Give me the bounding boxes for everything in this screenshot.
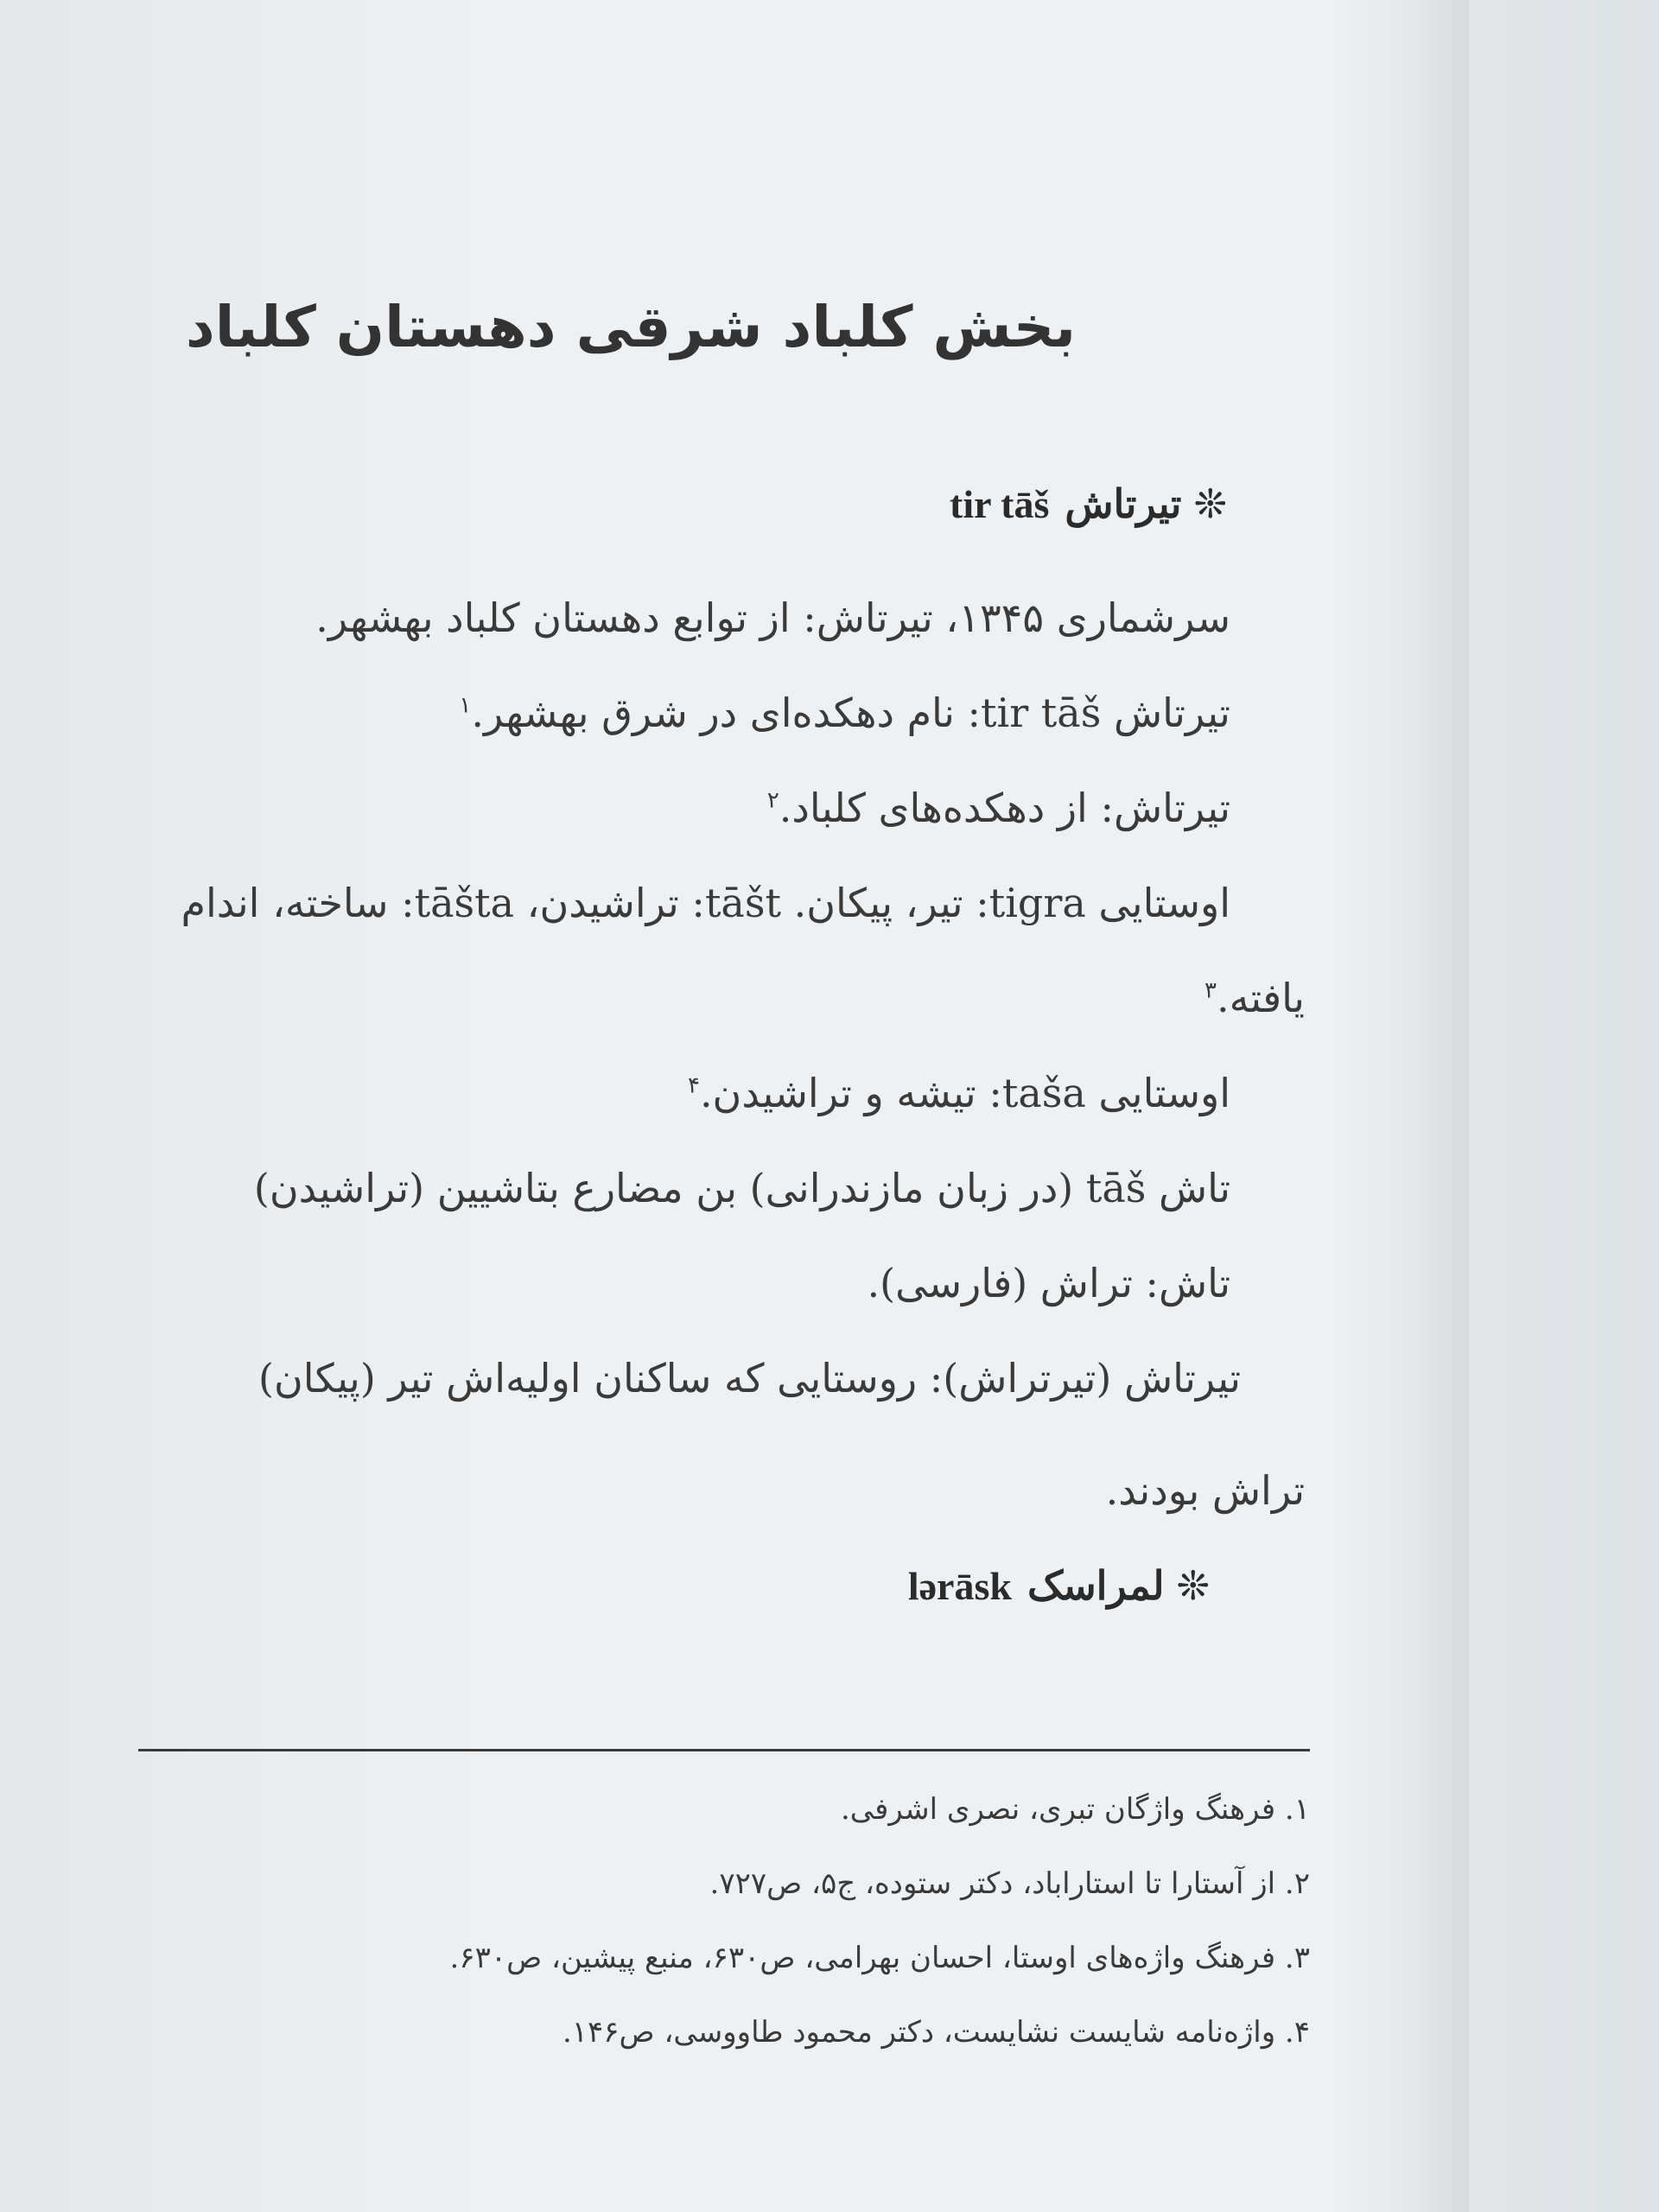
entry-heading-latin: lərāsk <box>907 1564 1012 1608</box>
asterism-icon: ❊ <box>1176 1562 1210 1609</box>
paragraph: تاش tāš (در زبان مازندرانی) بن مضارع بتاشیین (تراشیدن) <box>253 1165 1230 1211</box>
footnote: ۱. فرهنگ واژگان تبری، نصری اشرفی. <box>840 1792 1310 1827</box>
entry-heading-persian: تیرتاش <box>1065 480 1182 527</box>
entry-heading-lerask <box>908 1562 1210 1609</box>
paragraph: تیرتاش tir tāš: نام دهکده‌ای در شرق بهشهر.$^۱$ <box>459 690 1230 736</box>
paragraph: تاش: تراش (فارسی). <box>867 1260 1230 1306</box>
paragraph: تیرتاش: از دهکده‌های کلباد.$^۲$ <box>766 785 1230 831</box>
entry-heading-persian: لمراسک <box>1027 1562 1165 1609</box>
entry-heading-latin: tir tāš <box>950 482 1050 526</box>
paragraph: سرشماری ۱۳۴۵، تیرتاش: از توابع دهستان کلباد بهشهر. <box>315 594 1230 641</box>
paragraph: اوستایی tigra: تیر، پیکان. tāšt: تراشیدن، tāšta: ساخته، اندام <box>181 880 1230 926</box>
paragraph: یافته.$^۳$ <box>1205 975 1305 1021</box>
paragraph: تیرتاش (تیرتراش): روستایی که ساکنان اولیه‌اش تیر (پیکان) <box>258 1355 1241 1402</box>
entry-heading-tirtash <box>950 480 1227 527</box>
footnote: ۲. از آستارا تا استاراباد، دکتر ستوده، ج۵، ص۷۲۷. <box>709 1866 1310 1901</box>
footnote: ۳. فرهنگ واژه‌های اوستا، احسان بهرامی، ص۶۳۰، منبع پیشین، ص۶۳۰. <box>449 1941 1310 1975</box>
footnote: ۴. واژه‌نامه شایست نشایست، دکتر محمود طاووسی، ص۱۴۶. <box>562 2015 1310 2050</box>
footnote-divider <box>138 1749 1310 1751</box>
paragraph: تراش بودند. <box>1105 1467 1305 1514</box>
paragraph: اوستایی taša: تیشه و تراشیدن.$^۴$ <box>687 1070 1230 1116</box>
asterism-icon: ❊ <box>1193 480 1227 527</box>
page-title: بخش کلباد شرقی دهستان کلباد <box>185 294 1077 360</box>
page-gutter-shadow <box>1417 0 1469 2212</box>
